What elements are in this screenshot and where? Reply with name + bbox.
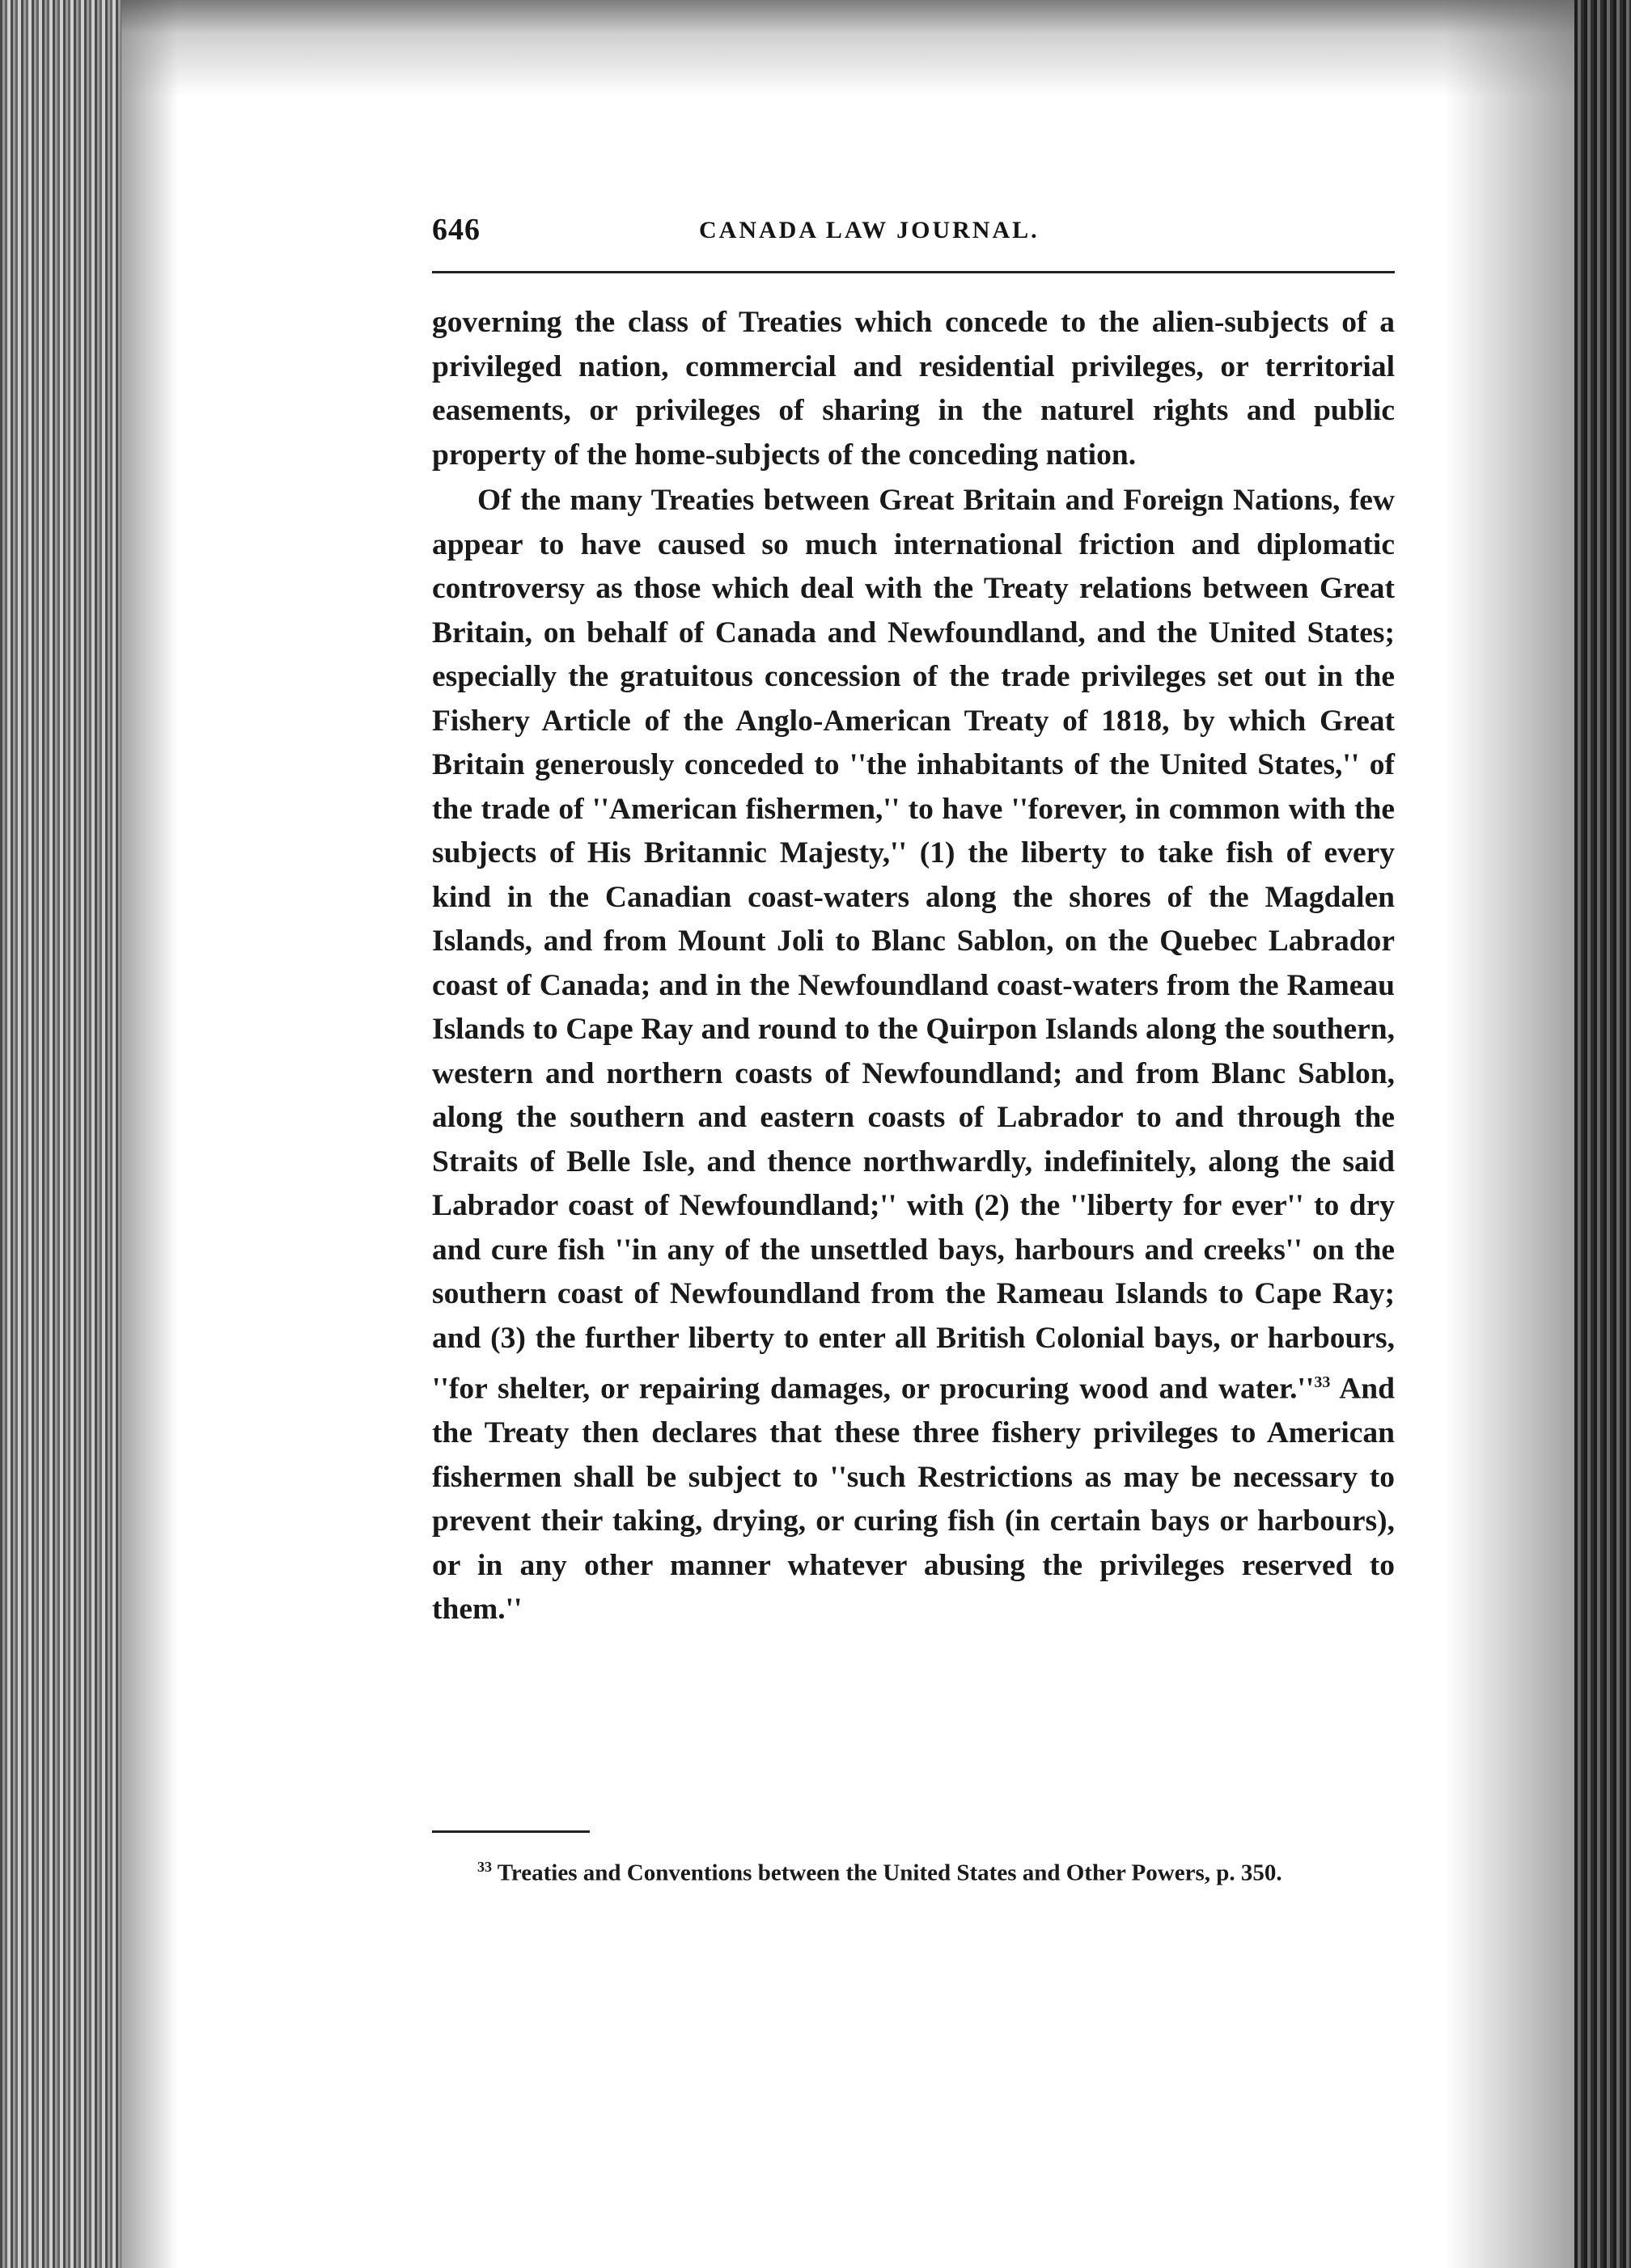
page-number: 646 — [432, 213, 481, 247]
main-text — [432, 301, 1395, 1632]
paragraph-2-text: Of the many Treaties between Great Britain and Foreign Nations, few appear to have caused so much international friction and diplomatic controversy as those which deal with the Treaty relations between Great Britain, on behalf of Canada and Newfoundland, and the United States; especially the gratuitous concession of the trade privileges set out in the Fishery Article of the Anglo-American Treaty of 1818, by which Great Britain generously conceded to ''the inhabitants of the United States,'' of the trade of ''American fishermen,'' to have ''forever, in common with the subjects of His Britannic Majesty,'' (1) the liberty to take fish of every kind in the Canadian coast-waters along the shores of the Magdalen Islands, and from Mount Joli to Blanc Sablon, on the Quebec Labrador coast of Canada; and in the Newfoundland coast-waters from the Rameau Islands to Cape Ray and round to the Quirpon Islands along the southern, western and northern coasts of Newfoundland; and from Blanc Sablon, along the southern and eastern coasts of Labrador to and through the Straits of Belle Isle, and thence northwardly, indefinitely, along the said Labrador coast of Newfoundland;'' with (2) the ''liberty for ever'' to dry and cure fish ''in any of the unsettled bays, harbours and creeks'' on the southern coast of Newfoundland from the Rameau Islands to Cape Ray; and (3) the further liberty to enter all British Colonial bays, or harbours, ''for shelter, or repairing damages, or procuring wood and water.'' — [432, 484, 1395, 1406]
footnote-marker: 33 — [477, 1859, 492, 1875]
running-head: CANADA LAW JOURNAL. — [699, 217, 1040, 243]
paragraph-2 — [432, 479, 1395, 1632]
scan-edge-right-shadow — [1445, 0, 1574, 2268]
footnote — [432, 1851, 1395, 1889]
footnote-rule — [432, 1830, 590, 1833]
paragraph-1: governing the class of Treaties which concede to the alien-subjects of a privileged nation, commercial and residential privileges, or territorial easements, or privileges of sharing in the naturel rights and public property of the home-subjects of the conceding nation. — [432, 306, 1395, 472]
scan-edge-top — [121, 0, 1631, 97]
paragraph-2-continuation: And the Treaty then declares that these three fishery privileges to American fishermen shall be subject to ''such Restrictions as may be necessary to prevent their taking, drying, or curing fish (in certain bays or harbours), or in any other manner whatever abusing the privileges reserved to them.'' — [432, 1372, 1395, 1626]
scan-edge-left-shadow — [121, 0, 178, 2268]
header-rule — [432, 271, 1395, 273]
scan-edge-right — [1574, 0, 1631, 2268]
scan-edge-left — [0, 0, 121, 2268]
page-header — [432, 212, 1395, 260]
footnote-text: Treaties and Conventions between the United States and Other Powers, p. 350. — [497, 1860, 1282, 1886]
footnote-reference: 33 — [1314, 1373, 1331, 1391]
